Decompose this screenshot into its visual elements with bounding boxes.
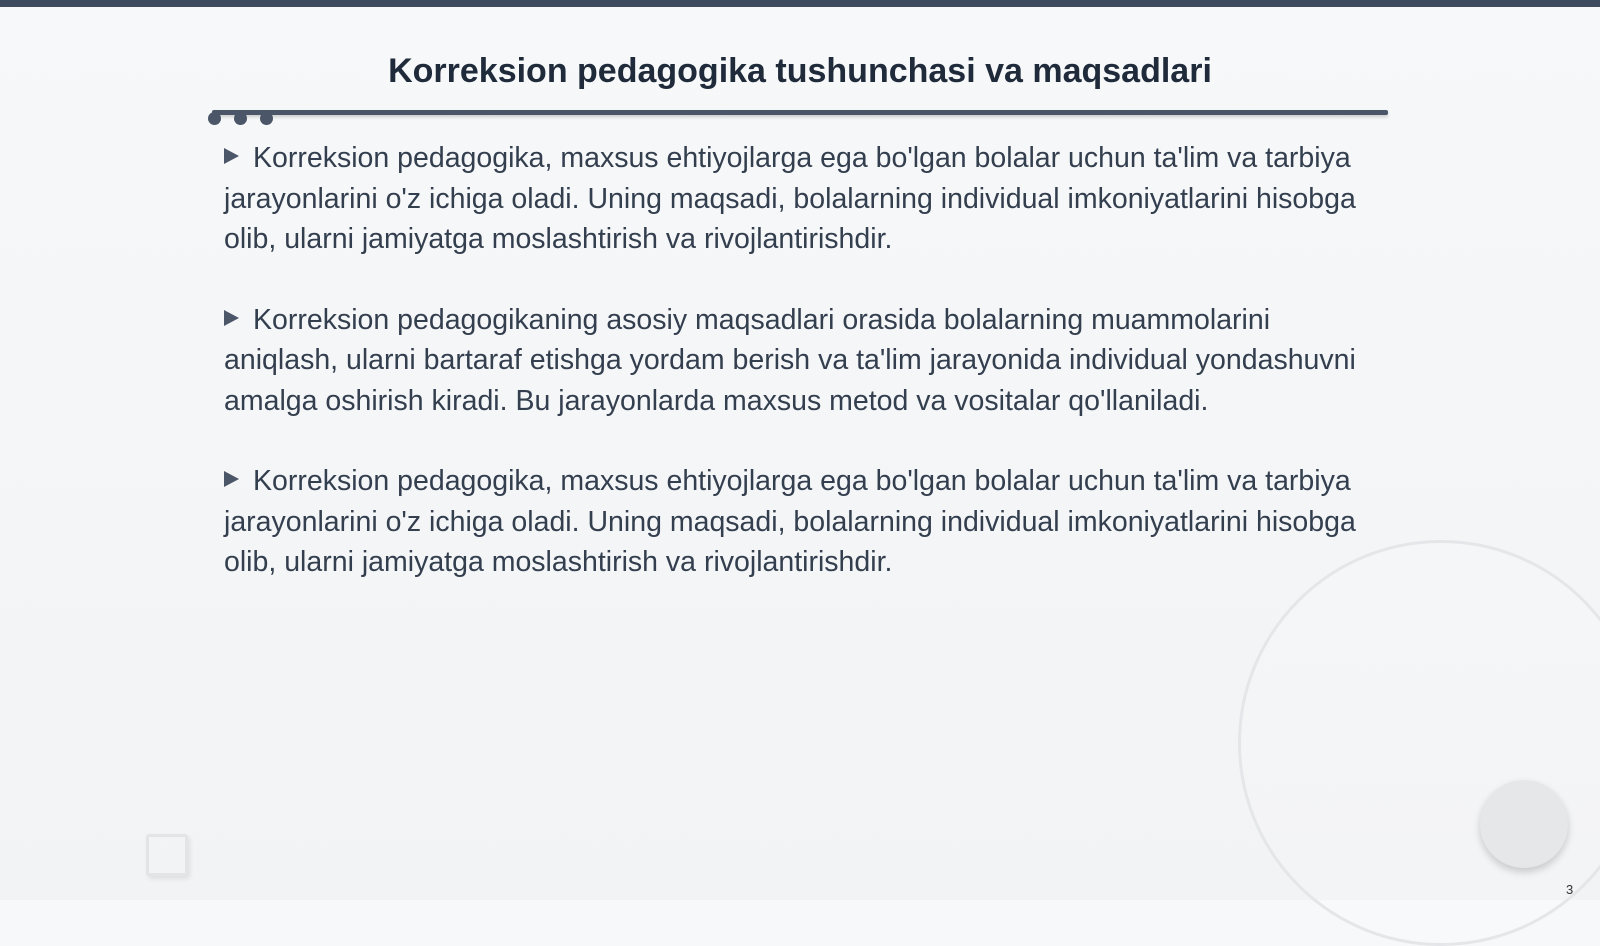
bullet-text: Korreksion pedagogika, maxsus ehtiyojlarga ega bo'lgan bolalar uchun ta'lim va tarbiya jarayonlarini o'z ichiga oladi. Uning maqsadi, bolalarning individual imkoniyatlarini hisobga olib, ularni jamiyatga moslashtirish va rivojlantirishdir. — [224, 465, 1356, 578]
bullet-text: Korreksion pedagogika, maxsus ehtiyojlarga ega bo'lgan bolalar uchun ta'lim va tarbiya jarayonlarini o'z ichiga oladi. Uning maqsadi, bolalarning individual imkoniyatlarini hisobga olib, ularni jamiyatga moslashtirish va rivojlantirishdir. — [224, 142, 1356, 255]
top-accent-bar — [0, 0, 1600, 7]
bullet-list — [224, 138, 1364, 623]
decorative-dot-2 — [234, 112, 247, 125]
bullet-item — [224, 300, 1364, 422]
triangle-right-icon — [224, 148, 239, 164]
bullet-item — [224, 138, 1364, 260]
decorative-small-circle — [1480, 780, 1568, 868]
triangle-right-icon — [224, 471, 239, 487]
decorative-dot-3 — [260, 112, 273, 125]
title-underline — [212, 110, 1388, 115]
bullet-item — [224, 461, 1364, 583]
bullet-text: Korreksion pedagogikaning asosiy maqsadlari orasida bolalarning muammolarini aniqlash, ularni bartaraf etishga yordam berish va ta'lim jarayonida individual yondashuvni amalga oshirish kiradi. Bu jarayonlarda maxsus metod va vositalar qo'llaniladi. — [224, 303, 1356, 417]
decorative-square — [146, 834, 188, 876]
decorative-dot-1 — [208, 112, 221, 125]
page-number: 3 — [1566, 882, 1574, 897]
triangle-right-icon — [224, 310, 239, 326]
slide-title: Korreksion pedagogika tushunchasi va maqsadlari — [388, 52, 1212, 90]
